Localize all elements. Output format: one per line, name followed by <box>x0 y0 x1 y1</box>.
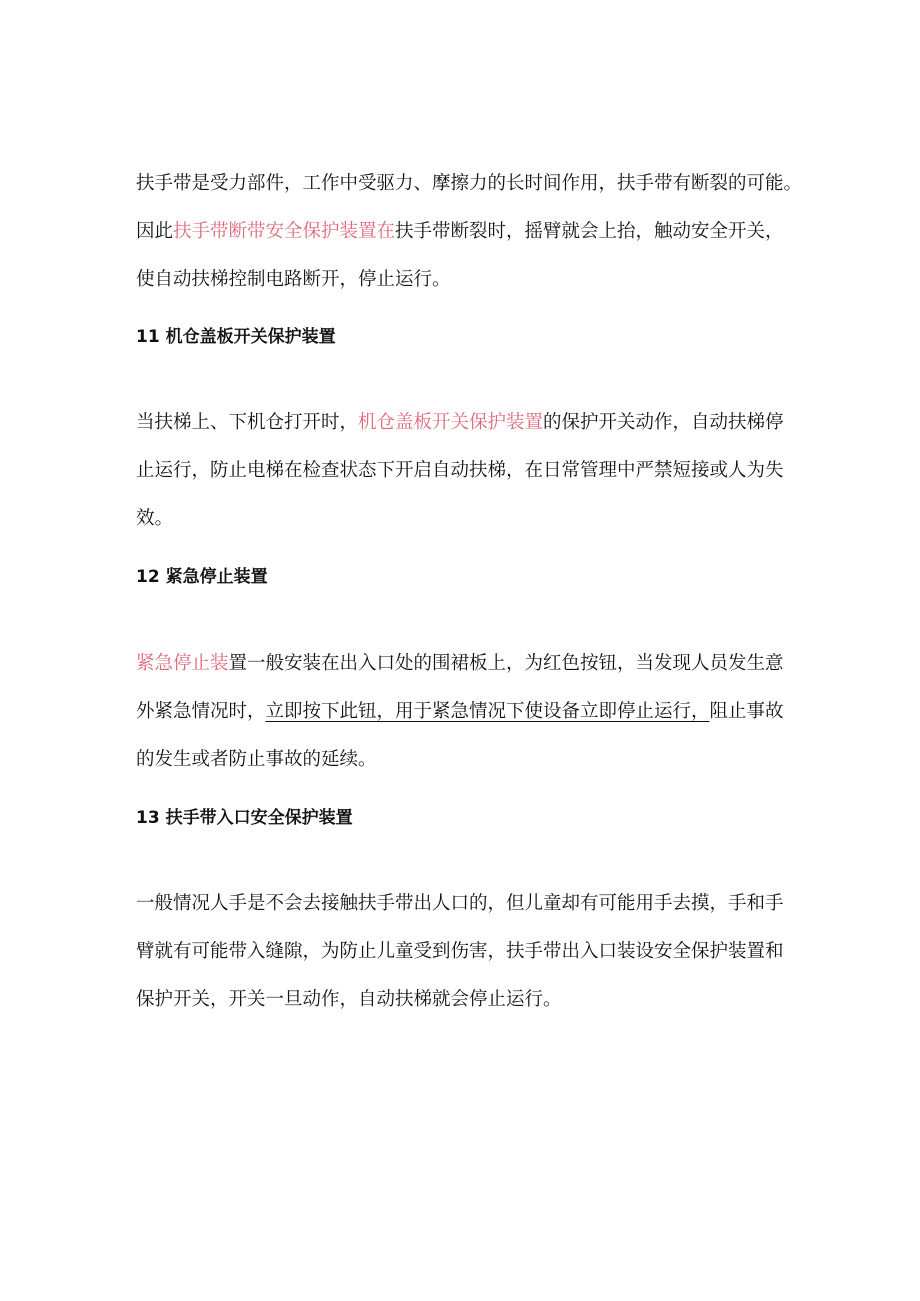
paragraph-3-line-1-post: 置一般安装在出入口处的围裙板上，为红色按钮，当发现人员发生意 <box>228 653 784 674</box>
paragraph-1-line-1 <box>136 172 802 196</box>
emergency-stop-highlight: 紧急停止装 <box>136 653 229 674</box>
paragraph-2-line-2-text: 止运行，防止电梯在检查状态下开启自动扶梯，在日常管理中严禁短接或人为失 <box>136 460 784 481</box>
paragraph-2-line-1-pre: 当扶梯上、下机仓打开时， <box>136 412 359 433</box>
paragraph-4-line-2 <box>136 940 784 964</box>
handrail-break-device-highlight: 扶手带断带安全保护装置在 <box>173 221 396 242</box>
section-heading-11: 11 机仓盖板开关保护装置 <box>136 327 336 347</box>
paragraph-2-line-3-text: 效。 <box>136 508 174 529</box>
paragraph-1-line-2-post: 扶手带断裂时，摇臂就会上抬，触动安全开关， <box>395 221 784 242</box>
paragraph-4-line-3 <box>136 988 562 1012</box>
paragraph-2-line-3 <box>136 507 173 531</box>
paragraph-2-line-2 <box>136 459 784 483</box>
paragraph-1-line-2 <box>136 220 784 244</box>
paragraph-4-line-1-text: 一般情况人手是不会去接触扶手带出人口的，但儿童却有可能用手去摸，手和手 <box>136 893 784 914</box>
section-heading-13: 13 扶手带入口安全保护装置 <box>136 808 353 828</box>
paragraph-4-line-1 <box>136 892 784 916</box>
paragraph-1-line-2-pre: 因此 <box>136 221 174 242</box>
paragraph-2-line-1 <box>136 411 784 435</box>
paragraph-1-line-1-text: 扶手带是受力部件，工作中受驱力、摩擦力的长时间作用，扶手带有断裂的可能。 <box>136 173 803 194</box>
cover-switch-device-highlight: 机仓盖板开关保护装置 <box>358 412 544 433</box>
paragraph-1-line-3 <box>136 268 451 292</box>
paragraph-1-line-3-text: 使自动扶梯控制电路断开，停止运行。 <box>136 269 451 290</box>
paragraph-3-line-3-text: 的发生或者防止事故的延续。 <box>136 749 377 770</box>
paragraph-4-line-3-text: 保护开关，开关一旦动作，自动扶梯就会停止运行。 <box>136 989 562 1010</box>
paragraph-4-line-2-text: 臂就有可能带入缝隙，为防止儿童受到伤害，扶手带出入口装设安全保护装置和 <box>136 941 784 962</box>
section-heading-12: 12 紧急停止装置 <box>136 567 268 587</box>
paragraph-3-line-3 <box>136 748 377 772</box>
emergency-stop-underlined-text: 立即按下此钮，用于紧急情况下使设备立即停止运行， <box>265 701 710 722</box>
paragraph-3-line-2 <box>136 700 784 724</box>
paragraph-3-line-1 <box>136 652 784 676</box>
paragraph-3-line-2-pre: 外紧急情况时， <box>136 701 266 722</box>
paragraph-2-line-1-post: 的保护开关动作，自动扶梯停 <box>543 412 784 433</box>
paragraph-3-line-2-post: 阻止事故 <box>709 701 784 722</box>
